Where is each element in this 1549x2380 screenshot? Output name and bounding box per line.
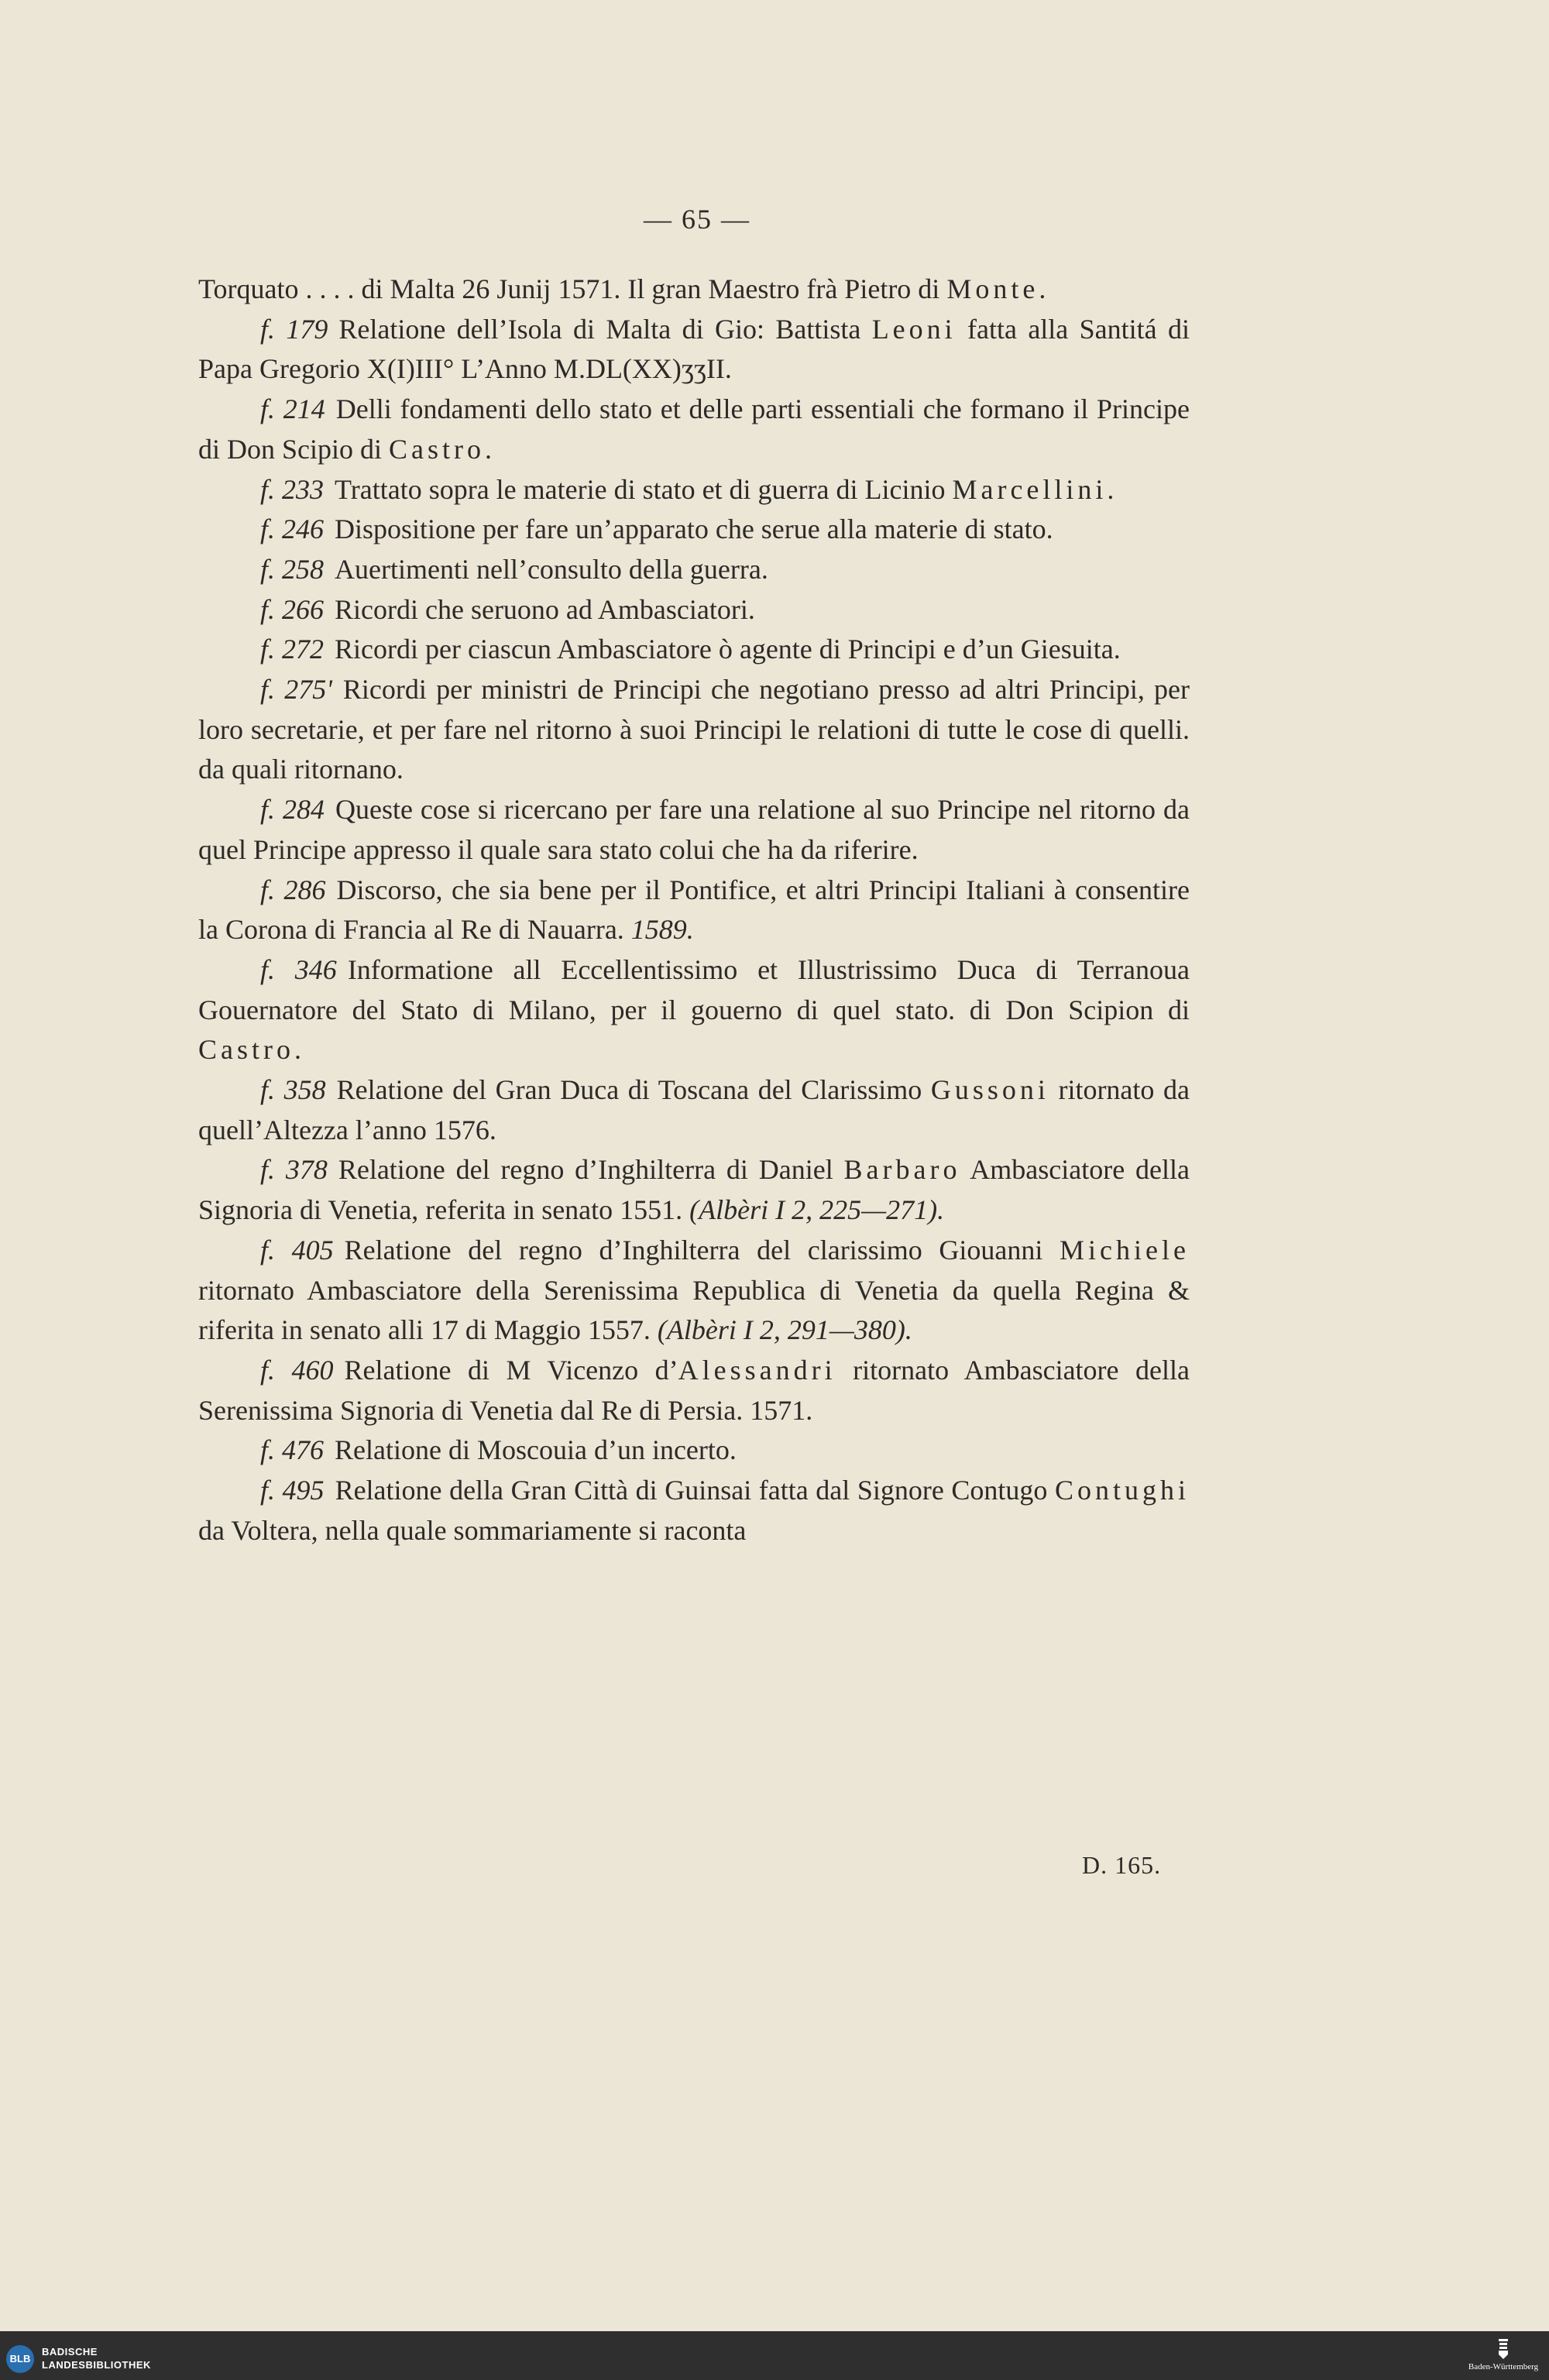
entry-text: . bbox=[1039, 273, 1046, 304]
folio-reference: f. 286 bbox=[260, 874, 326, 905]
spaced-name: Leoni bbox=[871, 313, 957, 345]
folio-reference: f. 258 bbox=[260, 553, 325, 585]
entry-text: . bbox=[485, 433, 493, 465]
catalog-entry bbox=[198, 1231, 1190, 1351]
entry-text: Relatione di M Vicenzo d’ bbox=[344, 1354, 678, 1386]
entry-text: Relatione dell’Isola di Malta di Gio: Battista bbox=[338, 313, 872, 345]
folio-reference: f. 284 bbox=[260, 794, 325, 826]
library-name bbox=[42, 2345, 151, 2371]
catalog-entry bbox=[198, 470, 1190, 510]
state-mark bbox=[1461, 2339, 1546, 2371]
catalog-entry bbox=[198, 871, 1190, 950]
entry-text: ritornato Ambasciatore della Serenissima Republica di Venetia da quella Regina & riferita in senato alli 17 di Maggio 1557. bbox=[198, 1274, 1190, 1346]
spaced-name: Marcellini bbox=[952, 473, 1108, 505]
folio-reference: f. 405 bbox=[260, 1234, 334, 1266]
italic-note: (Albèri I 2, 225—271). bbox=[689, 1194, 945, 1226]
spaced-name: Castro bbox=[198, 1034, 294, 1066]
catalog-entry bbox=[198, 1430, 1190, 1471]
state-label: Baden-Württemberg bbox=[1468, 2362, 1539, 2371]
catalog-entry bbox=[198, 270, 1190, 310]
entry-text: . bbox=[1107, 473, 1115, 505]
folio-reference: f. 346 bbox=[260, 953, 337, 985]
entry-text: Ricordi che seruono ad Ambasciatori. bbox=[335, 593, 755, 625]
entry-text: Trattato sopra le materie di stato et di guerra di Licinio bbox=[335, 473, 953, 505]
library-logo-icon: BLB bbox=[6, 2345, 34, 2373]
catalog-entry bbox=[198, 390, 1190, 469]
entry-text: Relatione del regno d’Inghilterra del clarissimo Giouanni bbox=[344, 1234, 1060, 1266]
entry-text: Queste cose si ricercano per fare una relatione al suo Principe nel ritorno da quel Principe appresso il quale sara stato colui che ha da riferire. bbox=[198, 794, 1190, 865]
spaced-name: Gussoni bbox=[930, 1074, 1049, 1106]
entry-text: Relatione della Gran Città di Guinsai fatta dal Signore Contugo bbox=[335, 1475, 1055, 1506]
library-name-line2: LANDESBIBLIOTHEK bbox=[42, 2359, 151, 2371]
italic-note: 1589. bbox=[630, 914, 694, 946]
catalog-text bbox=[198, 270, 1190, 1551]
catalog-entry bbox=[198, 1150, 1190, 1230]
entry-text: Dispositione per fare un’apparato che serue alla materie di stato. bbox=[335, 513, 1053, 545]
catalog-entry bbox=[198, 510, 1190, 550]
catalog-entry bbox=[198, 1351, 1190, 1430]
entry-text: Informatione all Eccellentissimo et Illustrissimo Duca di Terranoua Gouernatore del Stato di Milano, per il gouerno di quel stato. di Don Scipion di bbox=[198, 953, 1190, 1025]
spaced-name: Michiele bbox=[1060, 1234, 1190, 1266]
entry-text: Delli fondamenti dello stato et delle parti essentiali che formano il Principe di Don Scipio di bbox=[198, 393, 1190, 465]
page-number: — 65 — bbox=[644, 204, 750, 235]
entry-text: . bbox=[294, 1034, 301, 1066]
spaced-name: Contughi bbox=[1054, 1475, 1190, 1506]
catalog-entry bbox=[198, 310, 1190, 390]
spaced-name: Barbaro bbox=[843, 1154, 961, 1186]
entry-text: fatta alla Santitá di Papa Gregorio X(I)III° L’Anno M.DL(XX)ʒʒII. bbox=[198, 313, 1190, 385]
entry-text: Relatione del regno d’Inghilterra di Daniel bbox=[338, 1154, 844, 1186]
catalog-entry bbox=[198, 950, 1190, 1070]
catalog-entry bbox=[198, 630, 1190, 670]
folio-reference: f. 460 bbox=[260, 1354, 334, 1386]
folio-reference: f. 233 bbox=[260, 473, 325, 505]
entry-text: Relatione di Moscouia d’un incerto. bbox=[335, 1434, 737, 1466]
spaced-name: Monte bbox=[946, 273, 1039, 304]
folio-reference: f. 495 bbox=[260, 1475, 325, 1506]
entry-text: Ambasciatore della Signoria di Venetia, referita in senato 1551. bbox=[198, 1154, 1190, 1226]
folio-reference: f. 266 bbox=[260, 593, 325, 625]
entry-text: Auertimenti nell’consulto della guerra. bbox=[335, 553, 768, 585]
entry-text: Relatione del Gran Duca di Toscana del Clarissimo bbox=[336, 1074, 931, 1106]
spaced-name: Alessandri bbox=[678, 1354, 836, 1386]
catalog-entry bbox=[198, 670, 1190, 790]
folio-reference: f. 272 bbox=[260, 634, 325, 665]
catalog-entry bbox=[198, 550, 1190, 590]
folio-reference: f. 476 bbox=[260, 1434, 325, 1466]
signature-mark: D. 165. bbox=[1082, 1851, 1162, 1879]
catalog-entry bbox=[198, 590, 1190, 630]
catalog-entry bbox=[198, 790, 1190, 870]
entry-text: ritornato Ambasciatore della Serenissima Signoria di Venetia dal Re di Persia. 1571. bbox=[198, 1354, 1190, 1426]
catalog-entry bbox=[198, 1070, 1190, 1150]
folio-reference: f. 275' bbox=[260, 674, 332, 706]
spaced-name: Castro bbox=[389, 433, 486, 465]
crest-icon bbox=[1497, 2339, 1510, 2359]
entry-text: Ricordi per ciascun Ambasciatore ò agente di Principi e d’un Giesuita. bbox=[335, 634, 1121, 665]
entry-text: ritornato da quell’Altezza l’anno 1576. bbox=[198, 1074, 1190, 1145]
folio-reference: f. 378 bbox=[260, 1154, 328, 1186]
folio-reference: f. 246 bbox=[260, 513, 325, 545]
footer-bar bbox=[0, 2331, 1549, 2380]
folio-reference: f. 358 bbox=[260, 1074, 326, 1106]
entry-text: Ricordi per ministri de Principi che negotiano presso ad altri Principi, per loro secretarie, et per fare nel ritorno à suoi Principi le relationi di tutte le cose di quelli. da quali ritornano. bbox=[198, 674, 1190, 785]
folio-reference: f. 179 bbox=[260, 313, 328, 345]
folio-reference: f. 214 bbox=[260, 393, 325, 425]
italic-note: (Albèri I 2, 291—380). bbox=[657, 1314, 912, 1346]
entry-text: da Voltera, nella quale sommariamente si raconta bbox=[198, 1514, 747, 1546]
entry-text: Torquato . . . . di Malta 26 Junij 1571. Il gran Maestro frà Pietro di bbox=[198, 273, 947, 304]
library-name-line1: BADISCHE bbox=[42, 2346, 98, 2358]
entry-text: Discorso, che sia bene per il Pontifice, et altri Principi Italiani à consentire la Corona di Francia al Re di Nauarra. bbox=[198, 874, 1190, 946]
catalog-entry bbox=[198, 1471, 1190, 1551]
